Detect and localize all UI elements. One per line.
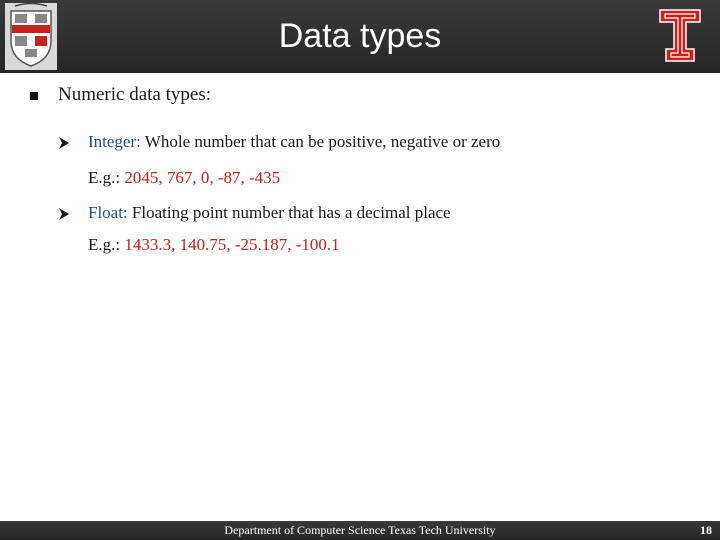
arrow-bullet-icon (57, 136, 71, 150)
term-label: Float: (88, 203, 128, 222)
footer-text: Department of Computer Science Texas Tech University (224, 523, 496, 537)
term-description: Floating point number that has a decimal place (127, 203, 451, 222)
heading-text: Numeric data types: (58, 84, 212, 105)
term-label: Integer: (88, 132, 141, 151)
example-line-float (88, 234, 340, 256)
example-values: 1433.3, 140.75, -25.187, -100.1 (124, 235, 340, 254)
example-prefix: E.g.: (88, 235, 125, 254)
list-item-float (88, 202, 451, 224)
example-values: 2045, 767, 0, -87, -435 (124, 168, 281, 187)
page-number: 18 (700, 523, 712, 537)
term-description: Whole number that can be positive, negative or zero (140, 132, 501, 151)
square-bullet-icon (30, 92, 38, 100)
slide-footer (0, 521, 720, 540)
arrow-bullet-icon (57, 207, 71, 221)
slide-title: Data types (278, 17, 442, 55)
example-prefix: E.g.: (88, 168, 125, 187)
example-line-integer (88, 167, 280, 189)
list-item-integer (88, 131, 500, 153)
